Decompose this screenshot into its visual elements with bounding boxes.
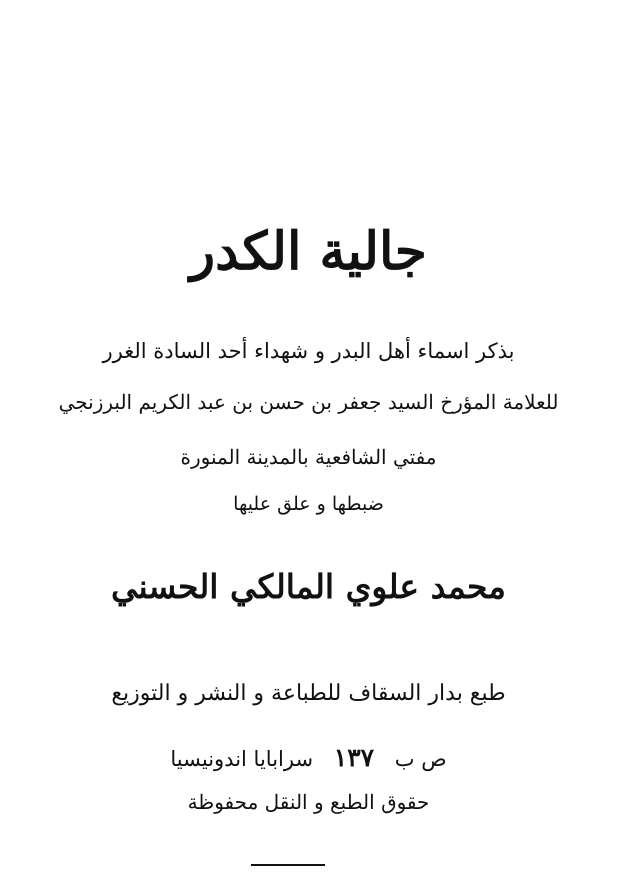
pobox-place: سرابايا اندونيسيا: [170, 747, 314, 771]
author-title-line: مفتي الشافعية بالمدينة المنورة: [180, 445, 437, 469]
pobox-number: ١٣٧: [333, 743, 375, 772]
annotation-credit-line: ضبطها و علق عليها: [233, 493, 384, 515]
book-title: جالية الكدر: [190, 221, 427, 282]
pobox-prefix: ص ب: [394, 747, 447, 771]
author-line: للعلامة المؤرخ السيد جعفر بن حسن بن عبد الكريم البرزنجي: [58, 390, 559, 414]
pobox-line: [0, 745, 617, 770]
subtitle-line-1: بذكر اسماء أهل البدر و شهداء أحد السادة الغرر: [102, 339, 515, 363]
publisher-line: طبع بدار السقاف للطباعة و النشر و التوزيع: [111, 681, 506, 706]
bottom-rule: [251, 864, 325, 866]
editor-name: محمد علوي المالكي الحسني: [111, 567, 506, 606]
rights-line: حقوق الطبع و النقل محفوظة: [187, 790, 430, 814]
